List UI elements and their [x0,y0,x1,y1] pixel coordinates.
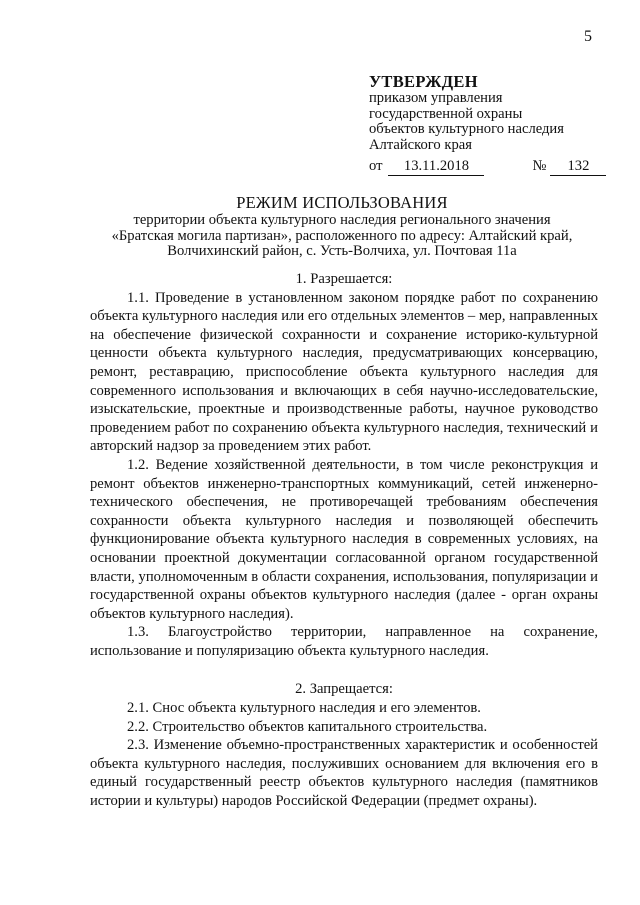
clause-2-2: 2.2. Строительство объектов капитального строительства. [127,718,488,735]
clause-2-1: 2.1. Снос объекта культурного наследия и его элементов. [127,700,481,717]
clause-2-3: 2.3. Изменение объемно-пространственных характеристик и особенностей объекта культурного наследия, послуживших основанием для включения его в единый государственный реестр объектов культурного наследия (памятников истории и культуры) народов Российской Федерации (предмет охраны). [90,737,598,810]
section-title-permitted: 1. Разрешается: [295,271,393,287]
approval-line: Алтайского края [369,136,472,153]
page-number: 5 [584,28,592,45]
clause-1-2: 1.2. Ведение хозяйственной деятельности, в том числе реконструкция и ремонт объектов инженерно-транспортных коммуникаций, сетей инженерно-технического обеспечения, не противоречащей требованиям обеспечения сохранности объекта культурного наследия и позволяющей обеспечить функционирование объекта культурного наследия в современных условиях, на основании проектной документации согласованной органом государственной власти, уполномоченным в области сохранения, использования, популяризации и государственной охраны объектов культурного наследия (далее - орган охраны объектов культурного наследия). [90,456,598,622]
document-body [90,270,598,811]
approval-line: государственной охраны [369,105,523,122]
section-spacer [90,660,598,680]
approval-line: приказом управления [369,90,503,106]
approval-dateline [369,157,619,176]
document-title: РЕЖИМ ИСПОЛЬЗОВАНИЯ [236,193,448,212]
order-number: 132 [550,157,606,176]
clause-1-1: 1.1. Проведение в установленном законом порядке работ по сохранению объекта культурного наследия или его отдельных элементов – мер, направленных на обеспечение физической сохранности и сохранение историко-культурной ценности объекта культурного наследия, предусматривающих консервацию, ремонт, реставрацию, приспособление объекта культурного наследия для современного использования и включающих в себя научно-исследовательские, изыскательские, проектные и производственные работы, научное руководство проведением работ по сохранению объекта культурного наследия, технический и авторский надзор за проведением этих работ. [90,289,598,455]
approval-title: УТВЕРЖДЕН [369,72,478,91]
heading-subtitle-line: территории объекта культурного наследия регионального значения [133,212,551,228]
heading-subtitle-line: «Братская могила партизан», расположенного по адресу: Алтайский край, [111,227,573,244]
approval-block [369,72,619,176]
heading-subtitle-line: Волчихинский район, с. Усть-Волчиха, ул. Почтовая 11а [167,243,517,259]
clause-1-3: 1.3. Благоустройство территории, направленное на сохранение, использование и популяризацию объекта культурного наследия. [90,624,598,659]
date-prefix: от [369,158,383,174]
section-title-prohibited: 2. Запрещается: [295,681,393,698]
document-heading [60,193,624,260]
approval-line: объектов культурного наследия [369,121,564,137]
order-date: 13.11.2018 [388,157,484,176]
number-label: № [532,158,547,174]
